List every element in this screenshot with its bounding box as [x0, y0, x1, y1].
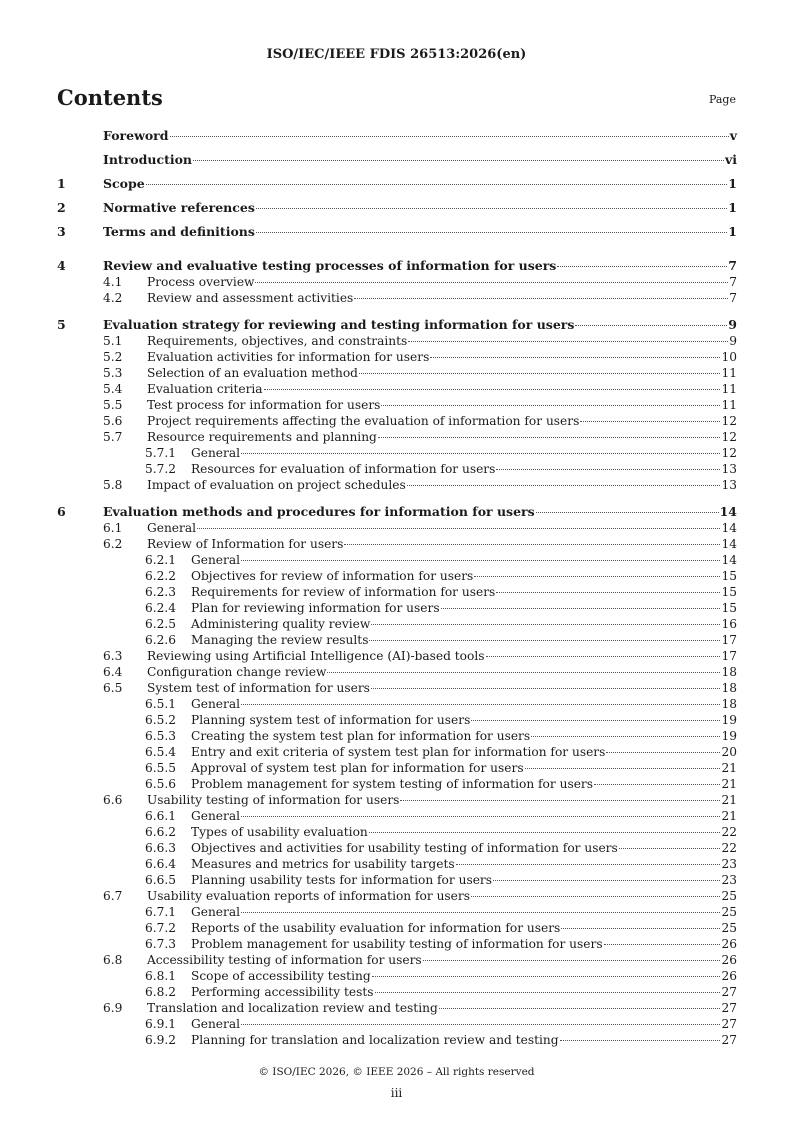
dot-leader [400, 800, 720, 801]
dot-leader [408, 341, 728, 342]
toc-entry-number: 6.2.2 [145, 569, 177, 583]
dot-leader [493, 880, 720, 881]
toc-entry-number: 6.2 [103, 537, 123, 551]
toc-entry-page: 1 [728, 200, 737, 215]
toc-entry-title[interactable]: Requirements, objectives, and constraints [147, 334, 408, 348]
dot-leader [264, 389, 721, 390]
toc-entry-title[interactable]: Reports of the usability evaluation for information for users [191, 921, 561, 935]
toc-entry-title[interactable]: Reviewing using Artificial Intelligence (AI)-based tools [147, 649, 485, 663]
toc-entry-title[interactable]: Administering quality review [191, 617, 371, 631]
dot-leader [170, 136, 729, 137]
toc-entry[interactable] [57, 617, 737, 633]
dot-leader [241, 453, 720, 454]
toc-entry-title[interactable]: Accessibility testing of information for users [147, 953, 422, 967]
toc-entry-page: 14 [721, 553, 737, 567]
toc-entry-title[interactable]: Measures and metrics for usability targets [191, 857, 455, 871]
toc-entry-title[interactable]: General [191, 905, 240, 919]
toc-entry-page: 1 [728, 176, 737, 191]
toc-entry-title[interactable]: Review and assessment activities [147, 291, 354, 305]
toc-entry[interactable] [57, 1033, 737, 1049]
toc-entry-title[interactable]: System test of information for users [147, 681, 370, 695]
toc-entry[interactable] [57, 176, 737, 200]
dot-leader [344, 544, 720, 545]
toc-entry-number: 2 [57, 200, 66, 215]
toc-entry-number: 4.2 [103, 291, 123, 305]
toc-entry-title[interactable]: Managing the review results [191, 633, 369, 647]
page-title: Contents [57, 85, 163, 110]
toc-entry-page: 14 [719, 504, 737, 519]
toc-entry-title[interactable]: Project requirements affecting the evaluation of information for users [147, 414, 580, 428]
toc-entry-page: 7 [729, 291, 737, 305]
toc-entry[interactable] [57, 601, 737, 617]
toc-entry-title[interactable]: Resource requirements and planning [147, 430, 377, 444]
toc-entry-number: 6.8.2 [145, 985, 177, 999]
toc-entry-page: 27 [721, 1017, 737, 1031]
toc-entry[interactable] [57, 857, 737, 873]
dot-leader [594, 784, 720, 785]
toc-entry-title[interactable]: Objectives and activities for usability testing of information for users [191, 841, 618, 855]
toc-entry[interactable] [57, 350, 737, 366]
dot-leader [369, 640, 720, 641]
toc-entry[interactable] [57, 317, 737, 334]
toc-entry[interactable] [57, 889, 737, 905]
dot-leader [354, 298, 728, 299]
toc-entry-page: vi [724, 152, 737, 167]
toc-entry-page: 27 [721, 1001, 737, 1015]
toc-entry-page: 22 [721, 825, 737, 839]
toc-entry-title[interactable]: Review of Information for users [147, 537, 344, 551]
dot-leader [146, 184, 728, 185]
toc-entry[interactable] [57, 713, 737, 729]
toc-entry-number: 6.9.1 [145, 1017, 177, 1031]
dot-leader [580, 421, 720, 422]
toc-entry-number: 5.6 [103, 414, 123, 428]
toc-entry-page: 12 [721, 414, 737, 428]
toc-entry-page: 23 [721, 873, 737, 887]
toc-entry-title[interactable]: Translation and localization review and testing [147, 1001, 438, 1015]
toc-entry-page: 21 [721, 809, 737, 823]
toc-entry-title[interactable]: General [191, 697, 240, 711]
toc-entry-number: 4 [57, 258, 66, 273]
toc-entry-number: 6.5.3 [145, 729, 177, 743]
toc-entry-number: 6.9.2 [145, 1033, 177, 1047]
dot-leader [536, 512, 719, 513]
toc-entry-title[interactable]: Evaluation methods and procedures for information for users [103, 504, 535, 519]
dot-leader [525, 768, 721, 769]
toc-entry[interactable] [57, 152, 737, 176]
page-column-label: Page [708, 93, 736, 106]
toc-entry-title[interactable]: Performing accessibility tests [191, 985, 374, 999]
dot-leader [241, 912, 720, 913]
toc-entry-page: 11 [721, 382, 737, 396]
toc-entry-page: 7 [728, 258, 737, 273]
toc-entry-title[interactable]: Evaluation criteria [147, 382, 263, 396]
toc-entry-title[interactable]: Terms and definitions [103, 224, 255, 239]
toc-entry[interactable] [57, 985, 737, 1001]
dot-leader [255, 282, 728, 283]
toc-entry-page: 27 [721, 985, 737, 999]
toc-entry-page: 21 [721, 761, 737, 775]
toc-entry[interactable] [57, 446, 737, 462]
toc-entry-page: 23 [721, 857, 737, 871]
dot-leader [561, 928, 720, 929]
toc-entry-title[interactable]: Entry and exit criteria of system test plan for information for users [191, 745, 606, 759]
toc-entry[interactable] [57, 414, 737, 430]
toc-entry-number: 6.9 [103, 1001, 123, 1015]
toc-entry-title[interactable]: Configuration change review [147, 665, 327, 679]
toc-entry-number: 6.5 [103, 681, 123, 695]
toc-entry[interactable] [57, 697, 737, 713]
dot-leader [197, 528, 720, 529]
page-number: iii [390, 1086, 403, 1100]
toc-entry-number: 6.5.5 [145, 761, 177, 775]
toc-entry-page: 18 [721, 665, 737, 679]
toc-entry[interactable] [57, 275, 737, 291]
dot-leader [371, 624, 720, 625]
toc-entry-title[interactable]: Creating the system test plan for information for users [191, 729, 531, 743]
toc-entry[interactable] [57, 128, 737, 152]
toc-entry-number: 5.2 [103, 350, 123, 364]
toc-entry-title[interactable]: Test process for information for users [147, 398, 381, 412]
toc-entry-title[interactable]: Review and evaluative testing processes of information for users [103, 258, 557, 273]
toc-entry-number: 5.8 [103, 478, 123, 492]
toc-entry-page: 27 [721, 1033, 737, 1047]
toc-entry[interactable] [57, 825, 737, 841]
dot-leader [256, 232, 727, 233]
dot-leader [557, 266, 727, 267]
toc-entry-page: 15 [721, 601, 737, 615]
toc-entry-title[interactable]: Evaluation activities for information for users [147, 350, 430, 364]
toc-entry-title[interactable]: General [191, 446, 240, 460]
toc-entry-title[interactable]: Usability testing of information for users [147, 793, 400, 807]
toc-entry[interactable] [57, 334, 737, 350]
dot-leader [560, 1040, 721, 1041]
toc-entry[interactable] [57, 873, 737, 889]
toc-entry[interactable] [57, 553, 737, 569]
toc-entry-number: 6.5.2 [145, 713, 177, 727]
dot-leader [456, 864, 721, 865]
toc-entry[interactable] [57, 633, 737, 649]
toc-entry-title[interactable]: Usability evaluation reports of information for users [147, 889, 470, 903]
toc-entry-page: 9 [729, 334, 737, 348]
dot-leader [372, 976, 721, 977]
toc-entry[interactable] [57, 809, 737, 825]
dot-leader [369, 832, 721, 833]
toc-entry[interactable] [57, 585, 737, 601]
toc-entry[interactable] [57, 258, 737, 275]
toc-entry-number: 6.2.3 [145, 585, 177, 599]
toc-entry-page: 17 [721, 649, 737, 663]
toc-entry-page: 22 [721, 841, 737, 855]
dot-leader [575, 325, 727, 326]
toc-entry-number: 5.4 [103, 382, 123, 396]
toc-entry-page: 7 [729, 275, 737, 289]
toc-entry-number: 5.3 [103, 366, 123, 380]
toc-entry-number: 5.7.2 [145, 462, 177, 476]
dot-leader [241, 704, 720, 705]
toc-entry[interactable] [57, 1017, 737, 1033]
toc-entry-number: 1 [57, 176, 66, 191]
toc-entry-title[interactable]: Problem management for system testing of information for users [191, 777, 593, 791]
toc-entry-page: 10 [721, 350, 737, 364]
toc-entry-number: 6.6.1 [145, 809, 177, 823]
toc-entry-page: 19 [721, 729, 737, 743]
toc-entry-title[interactable]: Normative references [103, 200, 255, 215]
toc-entry-page: 26 [721, 953, 737, 967]
toc-entry-page: 25 [721, 921, 737, 935]
toc-entry-number: 6.7.1 [145, 905, 177, 919]
dot-leader [441, 608, 721, 609]
toc-entry-title[interactable]: General [191, 553, 240, 567]
toc-entry-title[interactable]: General [191, 809, 240, 823]
dot-leader [439, 1008, 721, 1009]
dot-leader [423, 960, 721, 961]
dot-leader [371, 688, 721, 689]
toc-entry-page: 13 [721, 462, 737, 476]
toc-entry-number: 6.4 [103, 665, 123, 679]
toc-entry-page: 13 [721, 478, 737, 492]
toc-entry-number: 5.1 [103, 334, 123, 348]
toc-entry-title[interactable]: Scope of accessibility testing [191, 969, 371, 983]
toc-entry-page: 18 [721, 697, 737, 711]
toc-entry-number: 6.7.3 [145, 937, 177, 951]
toc-entry-title[interactable]: Introduction [103, 152, 193, 167]
toc-entry[interactable] [57, 745, 737, 761]
dot-leader [496, 469, 720, 470]
toc-entry[interactable] [57, 224, 737, 248]
toc-entry-number: 6.5.6 [145, 777, 177, 791]
toc-entry-page: 21 [721, 777, 737, 791]
toc-entry-number: 6.8.1 [145, 969, 177, 983]
dot-leader [241, 560, 720, 561]
toc-entry-number: 6.6 [103, 793, 123, 807]
toc-entry[interactable] [57, 382, 737, 398]
toc-entry-number: 6.7 [103, 889, 123, 903]
toc-entry[interactable] [57, 777, 737, 793]
toc-entry-page: 17 [721, 633, 737, 647]
toc-entry-title[interactable]: Planning system test of information for users [191, 713, 471, 727]
toc-entry-page: 25 [721, 905, 737, 919]
toc-entry-number: 6.2.5 [145, 617, 177, 631]
toc-entry-page: 14 [721, 521, 737, 535]
toc-entry-page: 21 [721, 793, 737, 807]
toc-entry[interactable] [57, 953, 737, 969]
toc-entry-number: 6.7.2 [145, 921, 177, 935]
toc-entry[interactable] [57, 521, 737, 537]
dot-leader [619, 848, 721, 849]
toc-entry-number: 6.2.6 [145, 633, 177, 647]
toc-entry[interactable] [57, 761, 737, 777]
toc-entry-number: 6.6.4 [145, 857, 177, 871]
toc-entry-page: 12 [721, 430, 737, 444]
table-of-contents [57, 124, 737, 1049]
toc-entry-page: 26 [721, 969, 737, 983]
toc-entry-title[interactable]: Scope [103, 176, 145, 191]
toc-entry[interactable] [57, 793, 737, 809]
toc-entry-number: 3 [57, 224, 66, 239]
toc-entry-number: 6.2.1 [145, 553, 177, 567]
toc-entry-page: 18 [721, 681, 737, 695]
copyright-footer: © ISO/IEC 2026, © IEEE 2026 – All rights reserved [258, 1066, 535, 1078]
toc-entry-title[interactable]: Objectives for review of information for users [191, 569, 474, 583]
dot-leader [474, 576, 720, 577]
toc-entry-number: 5.5 [103, 398, 123, 412]
toc-entry[interactable] [57, 200, 737, 224]
toc-entry-title[interactable]: Planning usability tests for information for users [191, 873, 492, 887]
toc-entry-title[interactable]: Evaluation strategy for reviewing and testing information for users [103, 317, 575, 332]
dot-leader [359, 373, 721, 374]
toc-entry-page: 12 [721, 446, 737, 460]
toc-entry-number: 6 [57, 504, 66, 519]
dot-leader [241, 1024, 720, 1025]
toc-entry-title[interactable]: Problem management for usability testing of information for users [191, 937, 603, 951]
toc-entry-page: 26 [721, 937, 737, 951]
toc-entry[interactable] [57, 430, 737, 446]
toc-entry-page: v [729, 128, 737, 143]
toc-entry[interactable] [57, 665, 737, 681]
toc-entry-title[interactable]: General [191, 1017, 240, 1031]
dot-leader [378, 437, 721, 438]
dot-leader [241, 816, 720, 817]
toc-entry[interactable] [57, 841, 737, 857]
toc-entry-title[interactable]: Selection of an evaluation method [147, 366, 358, 380]
toc-entry[interactable] [57, 649, 737, 665]
toc-entry-number: 6.6.2 [145, 825, 177, 839]
toc-entry-page: 9 [728, 317, 737, 332]
toc-entry-page: 25 [721, 889, 737, 903]
toc-entry[interactable] [57, 478, 737, 494]
toc-entry-number: 5.7 [103, 430, 123, 444]
dot-leader [496, 592, 720, 593]
toc-entry[interactable] [57, 1001, 737, 1017]
toc-entry[interactable] [57, 462, 737, 478]
dot-leader [193, 160, 724, 161]
toc-entry-number: 6.6.5 [145, 873, 177, 887]
dot-leader [327, 672, 720, 673]
dot-leader [471, 896, 721, 897]
toc-entry-number: 5.7.1 [145, 446, 177, 460]
dot-leader [375, 992, 721, 993]
dot-leader [604, 944, 721, 945]
toc-entry-page: 11 [721, 398, 737, 412]
dot-leader [381, 405, 720, 406]
toc-entry-title[interactable]: Process overview [147, 275, 255, 289]
toc-entry-number: 6.6.3 [145, 841, 177, 855]
toc-entry[interactable] [57, 398, 737, 414]
toc-entry-page: 1 [728, 224, 737, 239]
toc-entry-title[interactable]: Requirements for review of information for users [191, 585, 496, 599]
toc-entry-page: 11 [721, 366, 737, 380]
toc-entry-title[interactable]: Impact of evaluation on project schedules [147, 478, 406, 492]
dot-leader [531, 736, 720, 737]
toc-entry-title[interactable]: General [147, 521, 196, 535]
toc-entry[interactable] [57, 504, 737, 521]
toc-entry-title[interactable]: Resources for evaluation of information for users [191, 462, 496, 476]
toc-entry-number: 6.2.4 [145, 601, 177, 615]
toc-entry-number: 4.1 [103, 275, 123, 289]
toc-entry[interactable] [57, 366, 737, 382]
toc-entry-title[interactable]: Types of usability evaluation [191, 825, 368, 839]
toc-entry-page: 20 [721, 745, 737, 759]
toc-entry[interactable] [57, 729, 737, 745]
toc-entry-number: 6.5.4 [145, 745, 177, 759]
dot-leader [256, 208, 727, 209]
toc-entry-number: 6.1 [103, 521, 123, 535]
dot-leader [471, 720, 720, 721]
document-header: ISO/IEC/IEEE FDIS 26513:2026(en) [266, 47, 527, 62]
toc-entry[interactable] [57, 937, 737, 953]
dot-leader [430, 357, 720, 358]
toc-entry-page: 16 [721, 617, 737, 631]
toc-entry-page: 15 [721, 585, 737, 599]
toc-entry-title[interactable]: Planning for translation and localization review and testing [191, 1033, 559, 1047]
dot-leader [606, 752, 720, 753]
toc-entry-title[interactable]: Foreword [103, 128, 169, 143]
toc-entry[interactable] [57, 921, 737, 937]
toc-entry[interactable] [57, 569, 737, 585]
toc-entry[interactable] [57, 537, 737, 553]
toc-entry-title[interactable]: Plan for reviewing information for users [191, 601, 440, 615]
toc-entry[interactable] [57, 681, 737, 697]
toc-entry[interactable] [57, 291, 737, 307]
toc-entry-number: 6.3 [103, 649, 123, 663]
toc-entry[interactable] [57, 969, 737, 985]
toc-entry-page: 14 [721, 537, 737, 551]
toc-entry-number: 6.8 [103, 953, 123, 967]
toc-entry-number: 6.5.1 [145, 697, 177, 711]
toc-entry-number: 5 [57, 317, 66, 332]
toc-entry-page: 19 [721, 713, 737, 727]
toc-entry[interactable] [57, 905, 737, 921]
dot-leader [407, 485, 721, 486]
toc-entry-page: 15 [721, 569, 737, 583]
dot-leader [486, 656, 721, 657]
toc-entry-title[interactable]: Approval of system test plan for information for users [191, 761, 524, 775]
